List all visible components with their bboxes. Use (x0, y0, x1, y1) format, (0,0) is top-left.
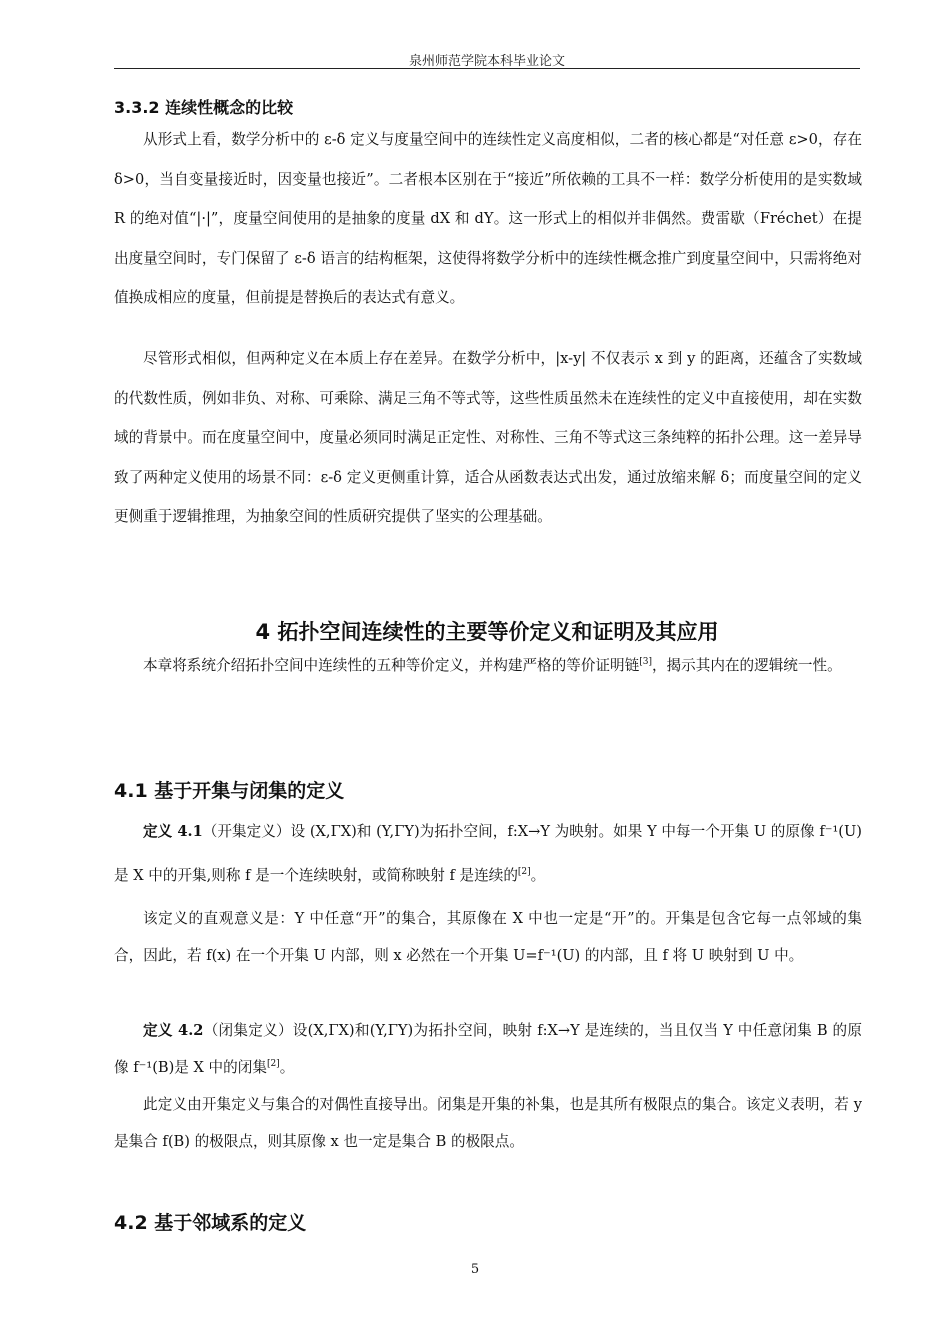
citation-ref: [3] (639, 657, 652, 668)
definition-text: （开集定义）设 (X,ΓX)和 (Y,ΓY)为拓扑空间，f:X→Y 为映射。如果 Y 中每一个开集 U 的原像 f⁻¹(U)是 X 中的开集,则称 f 是一个连续映射，或简称映射 f 是连续的 (114, 823, 862, 884)
chapter-title: 4 拓扑空间连续性的主要等价定义和证明及其应用 (255, 620, 719, 644)
chapter-intro-end: ，揭示其内在的逻辑统一性。 (651, 657, 842, 674)
chapter-intro-text: 本章将系统介绍拓扑空间中连续性的五种等价定义，并构建严格的等价证明链 (143, 657, 640, 674)
paragraph-intuition: 该定义的直观意义是：Y 中任意“开”的集合，其原像在 X 中也一定是“开”的。开集是包含它每一点邻域的集合，因此，若 f(x) 在一个开集 U 内部，则 x 必然在一个开集 U=f⁻¹(U) 的内部，且 f 将 U 映射到 U 中。 (114, 910, 862, 964)
section-heading-4-2: 4.2 基于邻域系的定义 (114, 1212, 307, 1234)
paragraph-comparison-form: 从形式上看，数学分析中的 ε-δ 定义与度量空间中的连续性定义高度相似，二者的核心都是“对任意 ε>0，存在 δ>0，当自变量接近时，因变量也接近”。二者根本区别在于“接近”所依赖的工具不一样：数学分析使用的是实数域 R 的绝对值“|·|”，度量空间使用的是抽象的度量 dX 和 dY。这一形式上的相似并非偶然。费雷歇（Fréchet）在提出度量空间时，专门保留了 ε-δ 语言的结构框架，这使得将数学分析中的连续性概念推广到度量空间中，只需将绝对值换成相应的度量，但前提是替换后的表达式有意义。 (114, 131, 862, 307)
header-rule (114, 68, 860, 69)
definition-end: 。 (530, 867, 546, 884)
definition-label: 定义 4.1 (143, 823, 203, 840)
definition-4-1 (114, 810, 862, 898)
paragraph-duality: 此定义由开集定义与集合的对偶性直接导出。闭集是开集的补集，也是其所有极限点的集合。该定义表明，若 y 是集合 f(B) 的极限点，则其原像 x 也一定是集合 B 的极限点。 (114, 1096, 862, 1150)
section-heading-4-1: 4.1 基于开集与闭集的定义 (114, 780, 345, 802)
definition-text: （闭集定义）设(X,ΓX)和(Y,ΓY)为拓扑空间，映射 f:X→Y 是连续的，当且仅当 Y 中任意闭集 B 的原像 f⁻¹(B)是 X 中的闭集 (114, 1022, 862, 1076)
citation-ref: [2] (517, 867, 531, 878)
paragraph-comparison-essence: 尽管形式相似，但两种定义在本质上存在差异。在数学分析中，|x-y| 不仅表示 x 到 y 的距离，还蕴含了实数域的代数性质，例如非负、对称、可乘除、满足三角不等式等，这些性质虽然未在连续性的定义中直接使用，却在实数域的背景中。而在度量空间中，度量必须同时满足正定性、对称性、三角不等式这三条纯粹的拓扑公理。这一差异导致了两种定义使用的场景不同：ε-δ 定义更侧重计算，适合从函数表达式出发，通过放缩来解 δ；而度量空间的定义更侧重于逻辑推理，为抽象空间的性质研究提供了坚实的公理基础。 (114, 350, 862, 526)
citation-ref: [2] (266, 1059, 280, 1070)
section-heading-3-3-2: 3.3.2 连续性概念的比较 (114, 98, 294, 117)
running-header: 泉州师范学院本科毕业论文 (408, 54, 565, 69)
definition-4-2 (114, 1012, 862, 1086)
definition-label: 定义 4.2 (143, 1022, 204, 1039)
page-number: 5 (470, 1262, 480, 1277)
chapter-intro-paragraph (114, 648, 862, 684)
definition-end: 。 (279, 1059, 295, 1076)
